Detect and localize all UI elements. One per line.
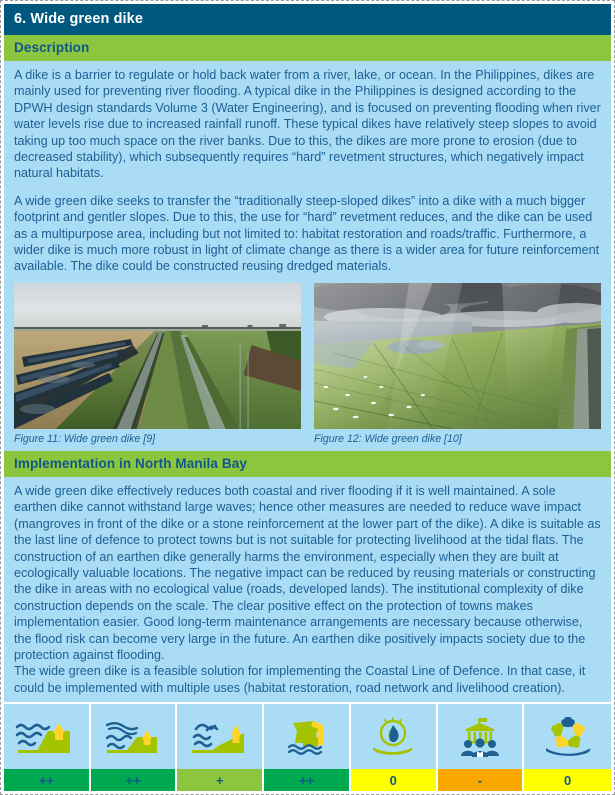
institutional-government-people-icon bbox=[438, 702, 525, 769]
description-paragraph-1: A dike is a barrier to regulate or hold back water from a river, lake, or ocean. In the Philippines, dikes are mainly used for preventing river flooding. A typical dike in the Philippines is designed according to the DPWH design standards Volume 3 (Water Engineering), and is focused on preventing flooding when river water levels rise due to increased rainfall runoff. These typical dikes have relatively steep slopes to avoid taking up too much space on the river banks. Due to this, the dikes are more prone to erosion (due to decreased stability), which subsequently requires “hard” revetment structures, which negatively impact natural habitats. bbox=[14, 68, 601, 181]
score-column-institutional bbox=[438, 702, 525, 791]
figure-12 bbox=[314, 283, 601, 429]
figure-11 bbox=[14, 283, 301, 429]
page-title: 6. Wide green dike bbox=[4, 4, 611, 35]
score-value-coastal-waves: + bbox=[177, 769, 264, 791]
mangrove-habitat-icon bbox=[264, 702, 351, 769]
figure-caption-row bbox=[4, 429, 611, 451]
score-value-river-delta-flooding: ++ bbox=[91, 769, 178, 791]
society-community-hand-icon bbox=[524, 702, 611, 769]
assessment-score-table bbox=[4, 702, 611, 791]
score-value-institutional: - bbox=[438, 769, 525, 791]
score-value-river-flooding: ++ bbox=[4, 769, 91, 791]
implementation-paragraph-1: A wide green dike effectively reduces both coastal and river flooding if it is well maintained. A sole earthen dike cannot withstand large waves; hence other measures are needed to reduce wave impact (mangroves in front of the dike or a stone reinforcement at the lower part of the dike). A dike is suitable as the last line of defence to protect towns but is not suitable for protecting livelihood at the tidal flats. The construction of an earthen dike generally harms the environment, especially when they are built at ecologically valuable locations. The negative impact can be reduced by reusing materials or constructing the dike in areas with no ecological value (roads, developed lands). The institutional complexity of dike construction depends on the scale. The clear positive effect on the protection of towns makes implementation easier. Good long-term maintenance arrangements are necessary because otherwise, the flood risk can become very large in the future. An earthen dike positively impacts society due to the protection against flooding. bbox=[14, 483, 601, 662]
figure-12-image bbox=[314, 283, 601, 429]
score-value-mangrove-habitat: ++ bbox=[264, 769, 351, 791]
figure-11-caption: Figure 11: Wide green dike [9] bbox=[14, 432, 156, 445]
section-header-description: Description bbox=[4, 35, 611, 61]
river-delta-flooding-icon bbox=[91, 702, 178, 769]
score-column-coastal-waves bbox=[177, 702, 264, 791]
score-value-environment: 0 bbox=[351, 769, 438, 791]
score-column-environment bbox=[351, 702, 438, 791]
score-column-mangrove-habitat bbox=[264, 702, 351, 791]
score-column-river-flooding bbox=[4, 702, 91, 791]
section-header-implementation: Implementation in North Manila Bay bbox=[4, 451, 611, 477]
figure-11-image bbox=[14, 283, 301, 429]
figure-row bbox=[4, 281, 611, 429]
score-column-society bbox=[524, 702, 611, 791]
figure-12-caption: Figure 12: Wide green dike [10] bbox=[314, 432, 462, 445]
implementation-paragraph-2: The wide green dike is a feasible solution for implementing the Coastal Line of Defence. In that case, it could be implemented with multiple uses (habitat restoration, road network and livelihood creation). bbox=[14, 664, 586, 695]
coastal-waves-icon bbox=[177, 702, 264, 769]
implementation-body bbox=[4, 477, 611, 702]
score-value-society: 0 bbox=[524, 769, 611, 791]
river-flooding-icon bbox=[4, 702, 91, 769]
description-paragraph-2: A wide green dike seeks to transfer the “traditionally steep-sloped dikes” into a dike with a much bigger footprint and gentler slopes. Due to this, the use for “hard” revetment reduces, and the dike can be used as a multipurpose area, including but not limited to: habitat restoration and roads/traffic. Furthermore, a wider dike is much more robust in light of climate change as there is a wider area for future reinforcement available. The dike could be constructed reusing dredged materials. bbox=[14, 193, 600, 274]
description-body bbox=[4, 61, 611, 281]
environment-waterdrop-hand-icon bbox=[351, 702, 438, 769]
score-column-river-delta-flooding bbox=[91, 702, 178, 791]
